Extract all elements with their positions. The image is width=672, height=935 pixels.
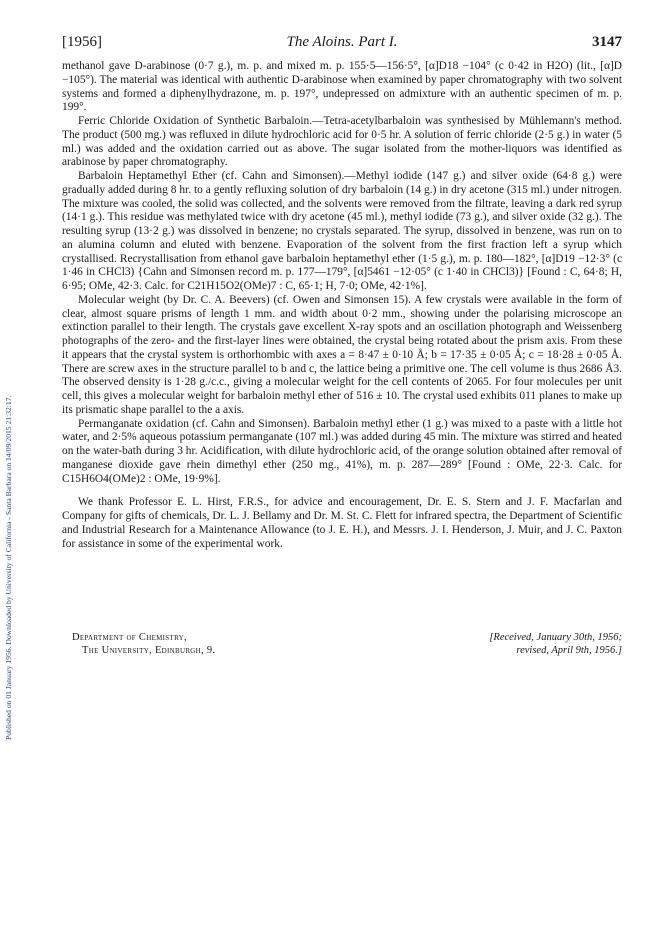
received-dates xyxy=(489,631,622,657)
article-body xyxy=(62,60,622,551)
received-date: [Received, January 30th, 1956; xyxy=(489,632,622,643)
running-title: The Aloins. Part I. xyxy=(286,34,398,50)
paragraph-ferric-chloride: Ferric Chloride Oxidation of Synthetic Barbaloin.—Tetra-acetylbarbaloin was synthesised by Mühlemann's method. The product (500 mg.) was refluxed in dilute hydrochloric acid for 0·5 hr. A solution of ferric chloride (2·5 g.) in water (5 ml.) was added and the oxidation carried out as above. The sugar isolated from the mother-liquors was identified as arabinose by paper chromatography. xyxy=(62,115,622,169)
paragraph-arabinose: methanol gave D-arabinose (0·7 g.), m. p. and mixed m. p. 155·5—156·5°, [α]D18 −104° (c 0·42 in H2O) (lit., [α]D −105°). The material was identical with authentic D-arabinose when examined by paper chromatography with two solvent systems and formed a diphenylhydrazone, m. p. 197°, undepressed on admixture with an authentic specimen of m. p. 199°. xyxy=(62,60,622,114)
paragraph-permanganate: Permanganate oxidation (cf. Cahn and Simonsen). Barbaloin methyl ether (1 g.) was mixed to a paste with a little hot water, and 2·5% aqueous potassium permanganate (107 ml.) was added during 45 min. The mixture was stirred and heated on the water-bath during 3 hr. Acidification, with dilute hydrochloric acid, of the orange solution obtained after removal of manganese dioxide gave rhein dimethyl ether (250 mg., 41%), m. p. 287—289° [Found : OMe, 22·3. Calc. for C15H6O4(OMe)2 : OMe, 19·9%]. xyxy=(62,417,622,485)
department-line: Department of Chemistry, xyxy=(72,632,187,643)
paragraph-molecular-weight: Molecular weight (by Dr. C. A. Beevers) (cf. Owen and Simonsen 15). A few crystals were available in the form of clear, almost square prisms of length 1 mm. and width about 0·2 mm., showing under the polarising microscope an extinction parallel to their length. The crystals gave excellent X-ray spots and an oscillation photograph and Weissenberg photographs of the zero- and the first-layer lines were obtained, the crystal being rotated about the prism axis. From these it appears that the crystal system is orthorhombic with axes a = 8·47 ± 0·10 Å; b = 17·35 ± 0·05 Å; c = 18·28 ± 0·05 Å. There are screw axes in the structure parallel to b and c, the lattice being a primitive one. The cell volume is thus 2686 Å3. The observed density is 1·28 g./c.c., giving a molecular weight for the cell contents of 2065. For four molecules per unit cell, this gives a molecular weight for barbaloin methyl ether of 516 ± 10. The crystal used exhibits 011 planes to make up its prismatic shape parallel to the a axis. xyxy=(62,293,622,416)
download-watermark xyxy=(4,100,18,740)
university-line: The University, Edinburgh, 9. xyxy=(82,645,216,656)
acknowledgement-paragraph: We thank Professor E. L. Hirst, F.R.S., for advice and encouragement, Dr. E. S. Stern and J. F. Macfarlan and Company for gifts of chemicals, Dr. L. J. Bellamy and Dr. M. St. C. Flett for infrared spectra, the Department of Scientific and Industrial Research for a Maintenance Allowance (to J. E. H.), and Messrs. J. I. Henderson, J. Muir, and J. C. Paxton for assistance in some of the experimental work. xyxy=(62,496,622,550)
page-number: 3147 xyxy=(592,34,622,50)
journal-year: [1956] xyxy=(62,34,102,50)
paragraph-heptamethyl-ether: Barbaloin Heptamethyl Ether (cf. Cahn and Simonsen).—Methyl iodide (147 g.) and silver oxide (64·8 g.) were gradually added during 8 hr. to a gently refluxing solution of dry barbaloin (14 g.) in dry acetone (315 ml.) under nitrogen. The mixture was cooled, the solid was collected, and the solvents were removed from the filtrate, leaving a dark red syrup (14·1 g.). This residue was methylated twice with dry acetone (45 ml.), methyl iodide (73 g.), and silver oxide (32 g.). The resulting syrup (13·2 g.) was dissolved in benzene; no crystals separated. The syrup, dissolved in benzene, was run on to an alumina column and eluted with benzene. Evaporation of the solvent from the first fraction left a syrup which crystallised. Recrystallisation from ethanol gave barbaloin heptamethyl ether (1·5 g.), m. p. 180—182°, [α]D19 −12·3° (c 1·46 in CHCl3) {Cahn and Simonsen record m. p. 177—179°, [α]5461 −12·05° (c 1·40 in CHCl3)} [Found : C, 64·8; H, 6·95; OMe, 42·3. Calc. for C21H15O2(OMe)7 : C, 65·1; H, 7·0; OMe, 42·1%]. xyxy=(62,170,622,292)
download-note-text: Published on 01 January 1956. Downloaded by University of California - Santa Barbara on 14/09/2015 21:32:17. xyxy=(4,395,13,740)
department-address xyxy=(72,631,215,657)
page-header xyxy=(62,34,622,54)
revised-date: revised, April 9th, 1956.] xyxy=(516,645,622,656)
